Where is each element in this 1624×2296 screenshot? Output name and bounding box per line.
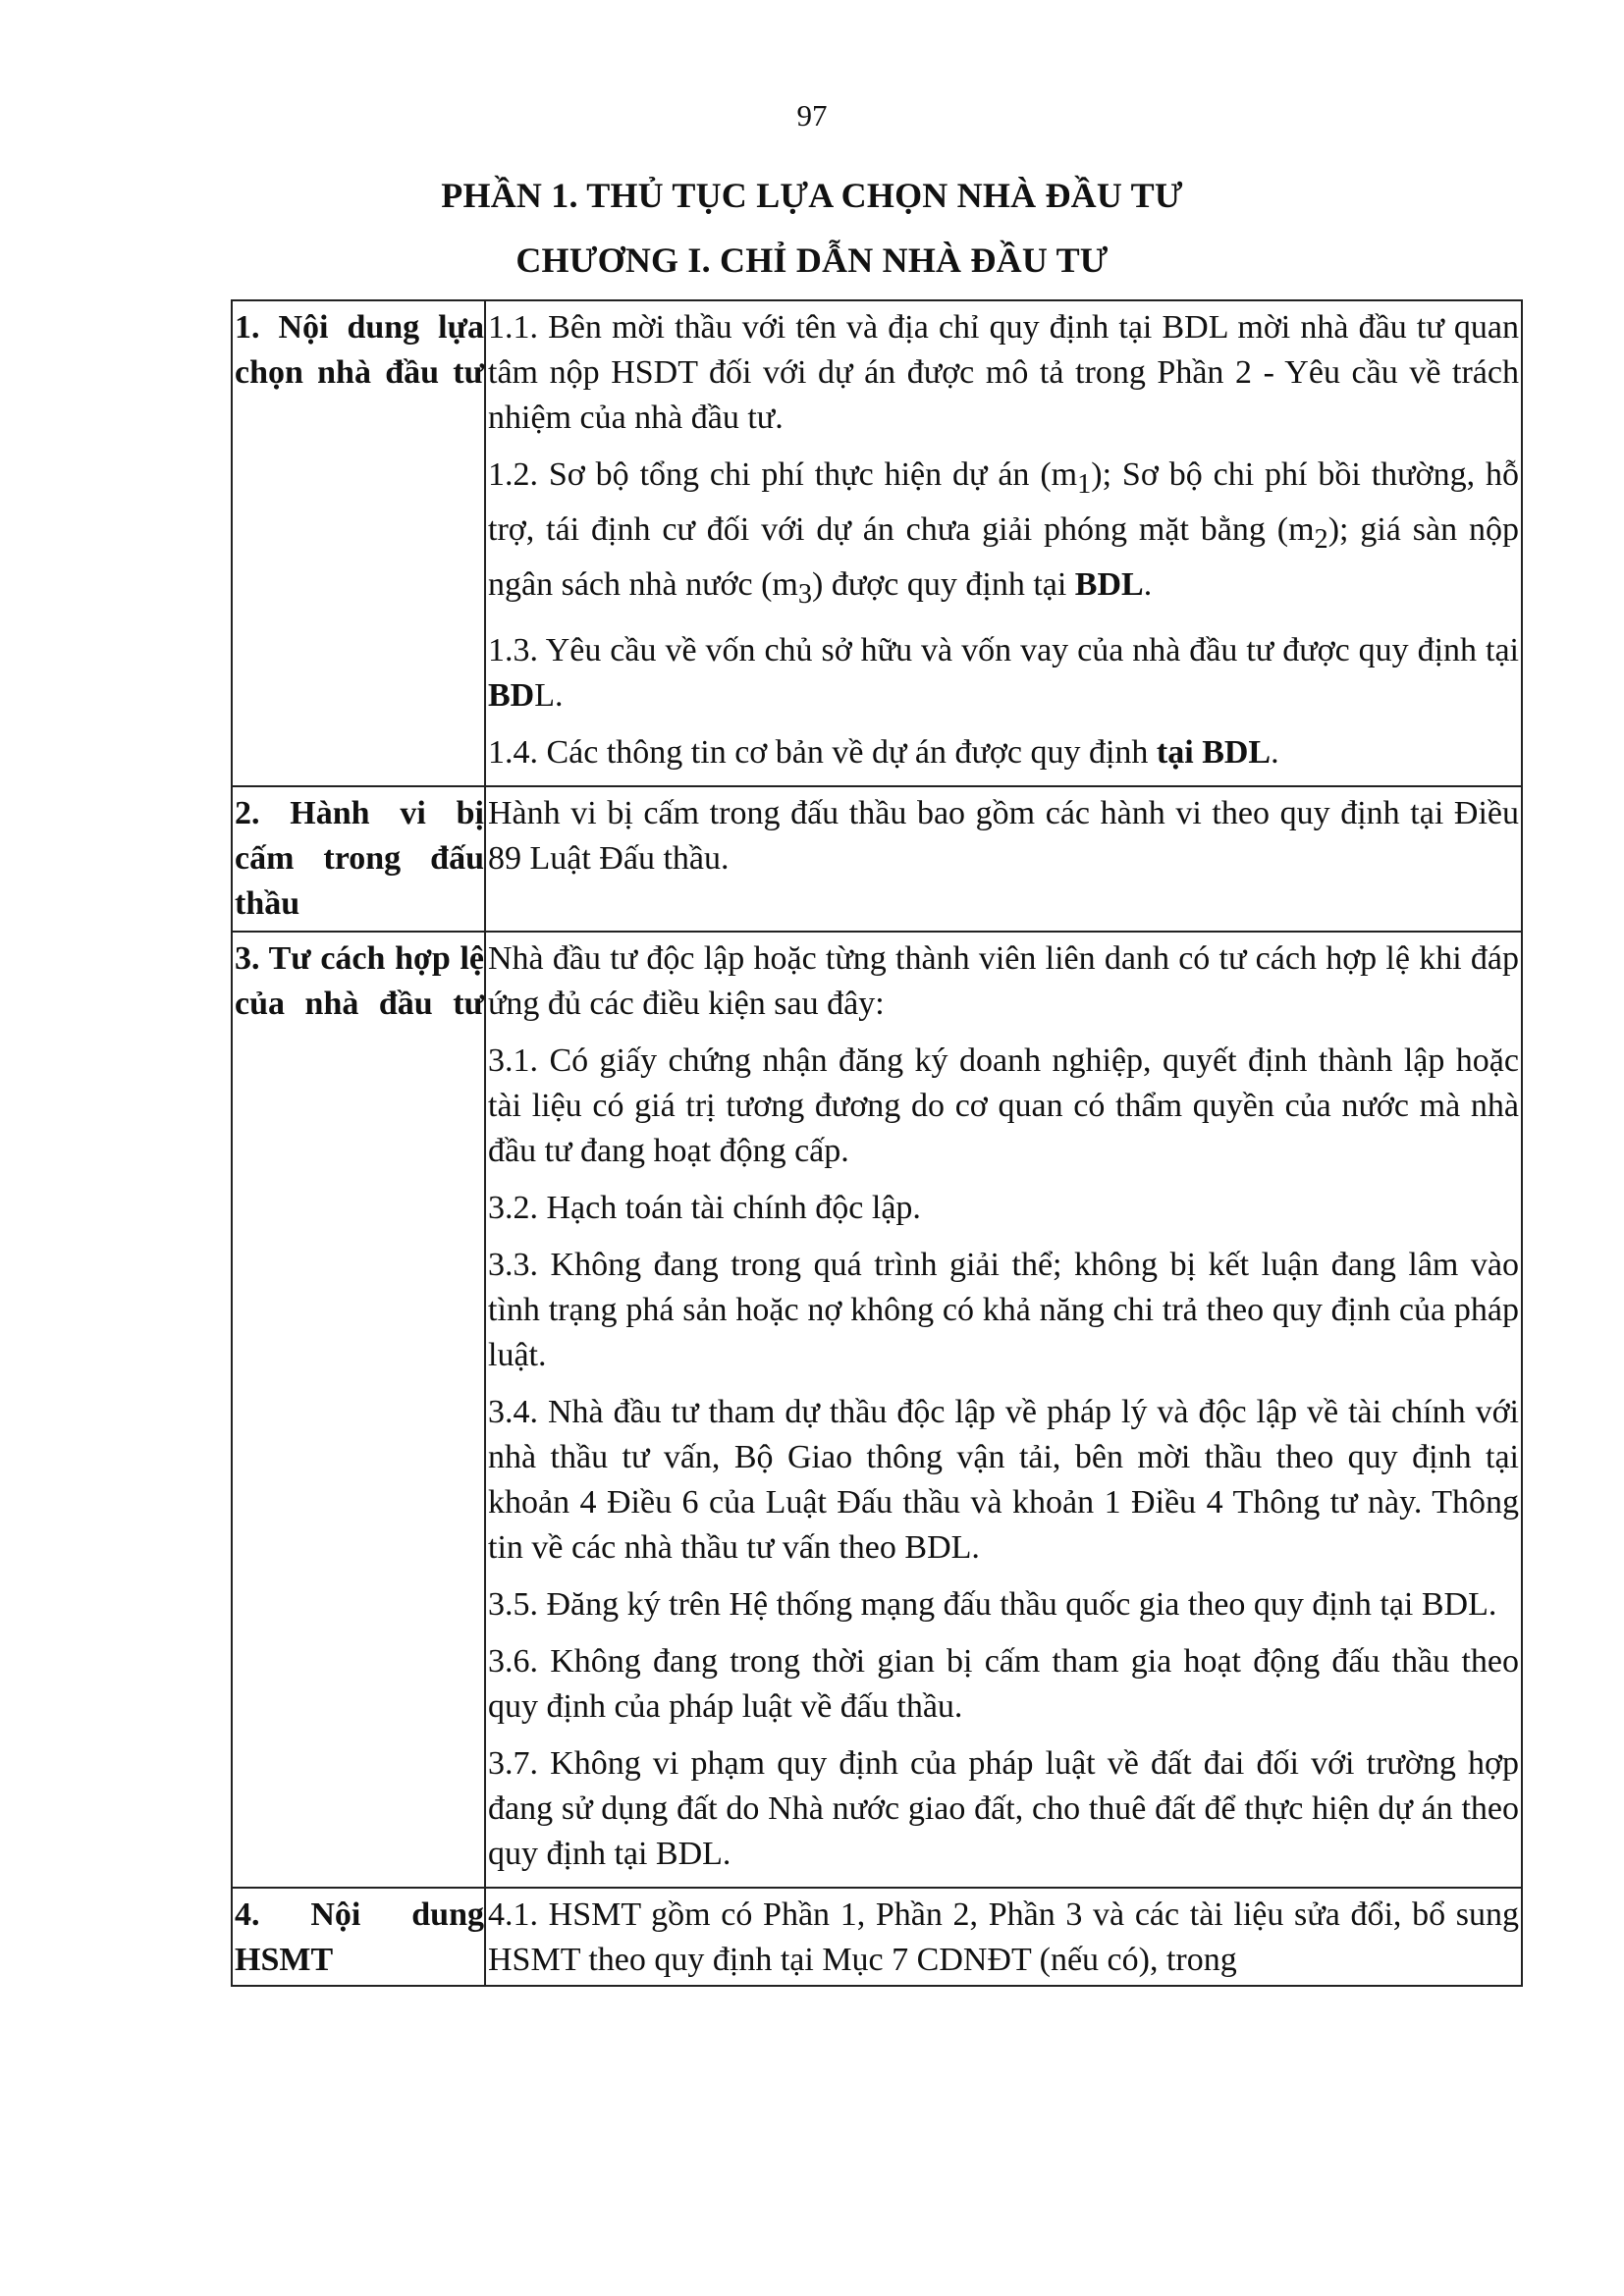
paragraph: 3.3. Không đang trong quá trình giải thể; không bị kết luận đang lâm vào tình trạng phá sản hoặc nợ không có khả năng chi trả theo quy định của pháp luật. (488, 1247, 1519, 1374)
paragraph: 3.7. Không vi phạm quy định của pháp luật về đất đai đối với trường hợp đang sử dụng đất do Nhà nước giao đất, cho thuê đất để thực hiện dự án theo quy định tại BDL. (488, 1745, 1519, 1873)
table-row (232, 300, 1522, 786)
paragraph: 3.2. Hạch toán tài chính độc lập. (488, 1190, 921, 1227)
paragraph: Nhà đầu tư độc lập hoặc từng thành viên liên danh có tư cách hợp lệ khi đáp ứng đủ các điều kiện sau đây: (488, 940, 1519, 1023)
table-row (232, 786, 1522, 932)
row-label: 4. Nội dung HSMT (232, 1888, 485, 1986)
table-row (232, 1888, 1522, 1986)
chapter-title: CHƯƠNG I. CHỈ DẪN NHÀ ĐẦU TƯ (515, 240, 1109, 280)
row-content (485, 786, 1522, 932)
paragraph: 3.1. Có giấy chứng nhận đăng ký doanh nghiệp, quyết định thành lập hoặc tài liệu có giá trị tương đương do cơ quan có thẩm quyền của nước mà nhà đầu tư đang hoạt động cấp. (488, 1042, 1519, 1170)
table-row (232, 932, 1522, 1888)
paragraph: Hành vi bị cấm trong đấu thầu bao gồm các hành vi theo quy định tại Điều 89 Luật Đấu thầu. (488, 795, 1519, 878)
paragraph: 3.5. Đăng ký trên Hệ thống mạng đấu thầu quốc gia theo quy định tại BDL. (488, 1586, 1497, 1624)
part-title: PHẦN 1. THỦ TỤC LỰA CHỌN NHÀ ĐẦU TƯ (441, 176, 1183, 215)
row-content (485, 300, 1522, 786)
page-number: 97 (796, 98, 828, 133)
row-content (485, 1888, 1522, 1986)
paragraph: 3.6. Không đang trong thời gian bị cấm tham gia hoạt động đấu thầu theo quy định của pháp luật về đấu thầu. (488, 1643, 1519, 1726)
paragraph: 1.1. Bên mời thầu với tên và địa chỉ quy định tại BDL mời nhà đầu tư quan tâm nộp HSDT đối với dự án được mô tả trong Phần 2 - Yêu cầu về trách nhiệm của nhà đầu tư. (488, 309, 1519, 436)
paragraph: 4.1. HSMT gồm có Phần 1, Phần 2, Phần 3 và các tài liệu sửa đổi, bổ sung HSMT theo quy định tại Mục 7 CDNĐT (nếu có), trong (488, 1896, 1519, 1979)
instructions-table (231, 299, 1523, 1987)
row-label: 3. Tư cách hợp lệ của nhà đầu tư (232, 932, 485, 1888)
paragraph: 1.3. Yêu cầu về vốn chủ sở hữu và vốn vay của nhà đầu tư được quy định tại BDL. (488, 632, 1519, 715)
paragraph: 3.4. Nhà đầu tư tham dự thầu độc lập về pháp lý và độc lập về tài chính với nhà thầu tư vấn, Bộ Giao thông vận tải, bên mời thầu theo quy định tại khoản 4 Điều 6 của Luật Đấu thầu và khoản 1 Điều 4 Thông tư này. Thông tin về các nhà thầu tư vấn theo BDL. (488, 1394, 1519, 1567)
paragraph: 1.2. Sơ bộ tổng chi phí thực hiện dự án $(m_1)$; Sơ bộ chi phí bồi thường, hỗ trợ, tái định cư đối với dự án chưa giải phóng mặt bằng $(m_2)$; giá sàn nộp ngân sách nhà nước $(m_3)$ được quy định tại BDL. (488, 456, 1519, 610)
row-label: 2. Hành vi bị cấm trong đấu thầu (232, 786, 485, 932)
row-content (485, 932, 1522, 1888)
paragraph: 1.4. Các thông tin cơ bản về dự án được quy định tại BDL. (488, 734, 1279, 772)
row-label: 1. Nội dung lựa chọn nhà đầu tư (232, 300, 485, 786)
